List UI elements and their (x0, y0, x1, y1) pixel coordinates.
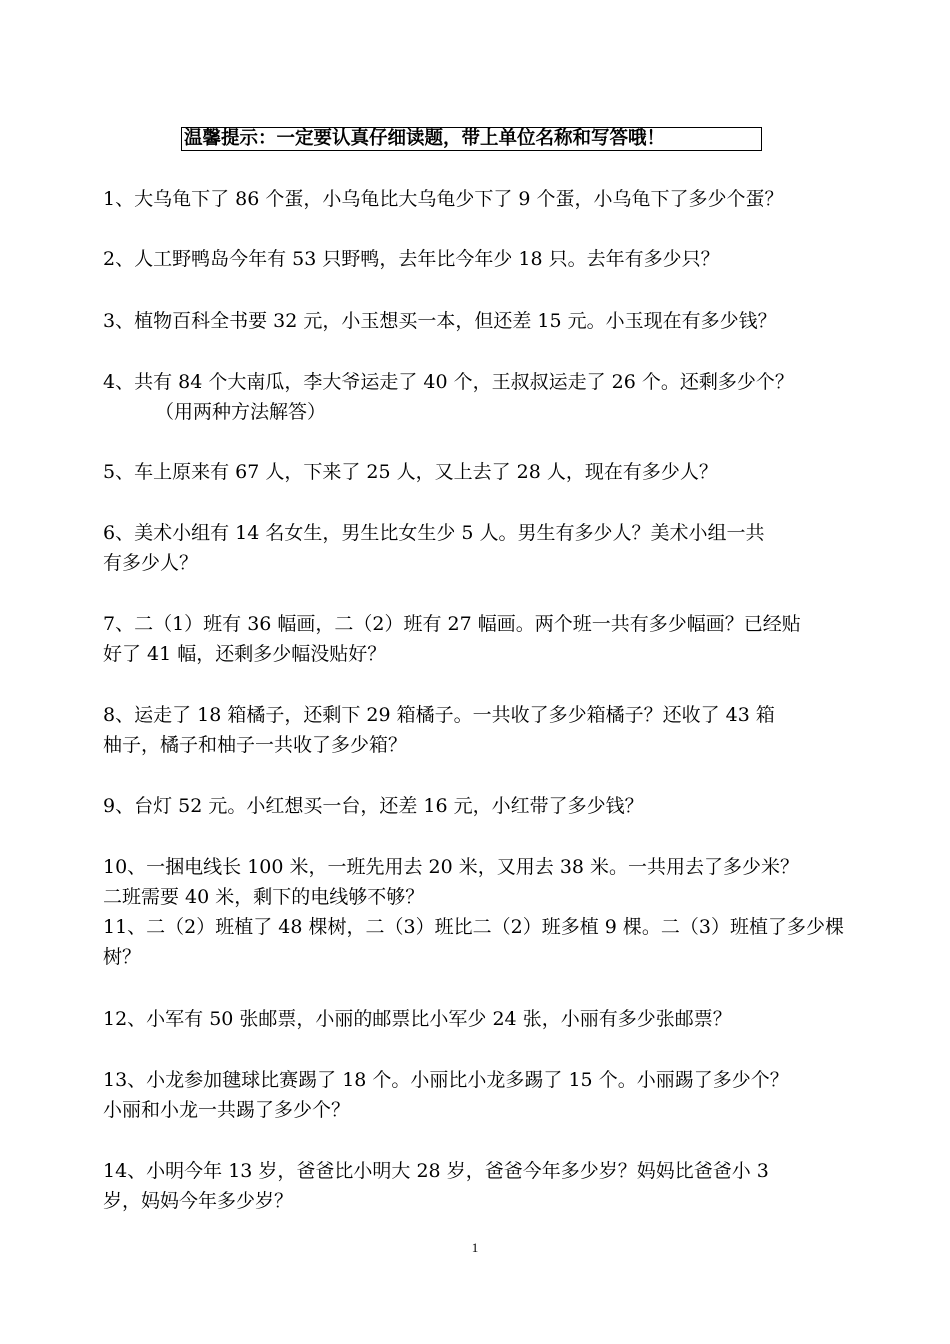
question-1 (103, 184, 853, 214)
question-line: 3、植物百科全书要 32 元，小玉想买一本，但还差 15 元。小玉现在有多少钱？ (103, 310, 777, 332)
question-line: 12、小军有 50 张邮票，小丽的邮票比小军少 24 张，小丽有多少张邮票？ (103, 1008, 732, 1030)
question-line: 11、二（2）班植了 48 棵树，二（3）班比二（2）班多植 9 棵。二（3）班植了多少棵 (103, 916, 844, 938)
question-12 (103, 1004, 853, 1034)
question-6 (103, 518, 853, 578)
question-line: 柚子，橘子和柚子一共收了多少箱？ (103, 734, 408, 756)
question-10 (103, 852, 853, 912)
question-9 (103, 791, 853, 821)
question-line: 岁，妈妈今年多少岁？ (103, 1190, 294, 1212)
question-line: 14、小明今年 13 岁，爸爸比小明大 28 岁，爸爸今年多少岁？妈妈比爸爸小 3 (103, 1160, 769, 1182)
question-line: 2、人工野鸭岛今年有 53 只野鸭，去年比今年少 18 只。去年有多少只？ (103, 248, 720, 270)
question-line: （用两种方法解答） (155, 401, 327, 423)
question-3 (103, 306, 853, 336)
question-line: 小丽和小龙一共踢了多少个？ (103, 1099, 351, 1121)
question-line: 5、车上原来有 67 人，下来了 25 人，又上去了 28 人，现在有多少人？ (103, 461, 718, 483)
page-number: 1 (471, 1240, 479, 1255)
question-line: 9、台灯 52 元。小红想买一台，还差 16 元，小红带了多少钱？ (103, 795, 644, 817)
question-line: 7、二（1）班有 36 幅画，二（2）班有 27 幅画。两个班一共有多少幅画？已经贴 (103, 613, 801, 635)
question-5 (103, 457, 853, 487)
question-13 (103, 1065, 853, 1125)
question-line: 6、美术小组有 14 名女生，男生比女生少 5 人。男生有多少人？美术小组一共 (103, 522, 765, 544)
question-11 (103, 912, 853, 972)
question-line: 1、大乌龟下了 86 个蛋，小乌龟比大乌龟少下了 9 个蛋，小乌龟下了多少个蛋？ (103, 188, 784, 210)
question-line: 8、运走了 18 箱橘子，还剩下 29 箱橘子。一共收了多少箱橘子？还收了 43 箱 (103, 704, 775, 726)
question-line: 好了 41 幅，还剩多少幅没贴好？ (103, 643, 387, 665)
question-line: 10、一捆电线长 100 米，一班先用去 20 米，又用去 38 米。一共用去了多少米？ (103, 856, 800, 878)
notice-banner: 温馨提示：一定要认真仔细读题，带上单位名称和写答哦！ (181, 127, 762, 151)
question-2 (103, 244, 853, 274)
question-line: 有多少人？ (103, 552, 199, 574)
question-line: 树？ (103, 946, 142, 968)
question-line: 13、小龙参加毽球比赛踢了 18 个。小丽比小龙多踢了 15 个。小丽踢了多少个？ (103, 1069, 789, 1091)
question-4 (103, 367, 853, 427)
question-7 (103, 609, 853, 669)
question-line: 4、共有 84 个大南瓜，李大爷运走了 40 个，王叔叔运走了 26 个。还剩多少个？ (103, 371, 794, 393)
question-8 (103, 700, 853, 760)
question-line: 二班需要 40 米，剩下的电线够不够？ (103, 886, 425, 908)
question-14 (103, 1156, 853, 1216)
